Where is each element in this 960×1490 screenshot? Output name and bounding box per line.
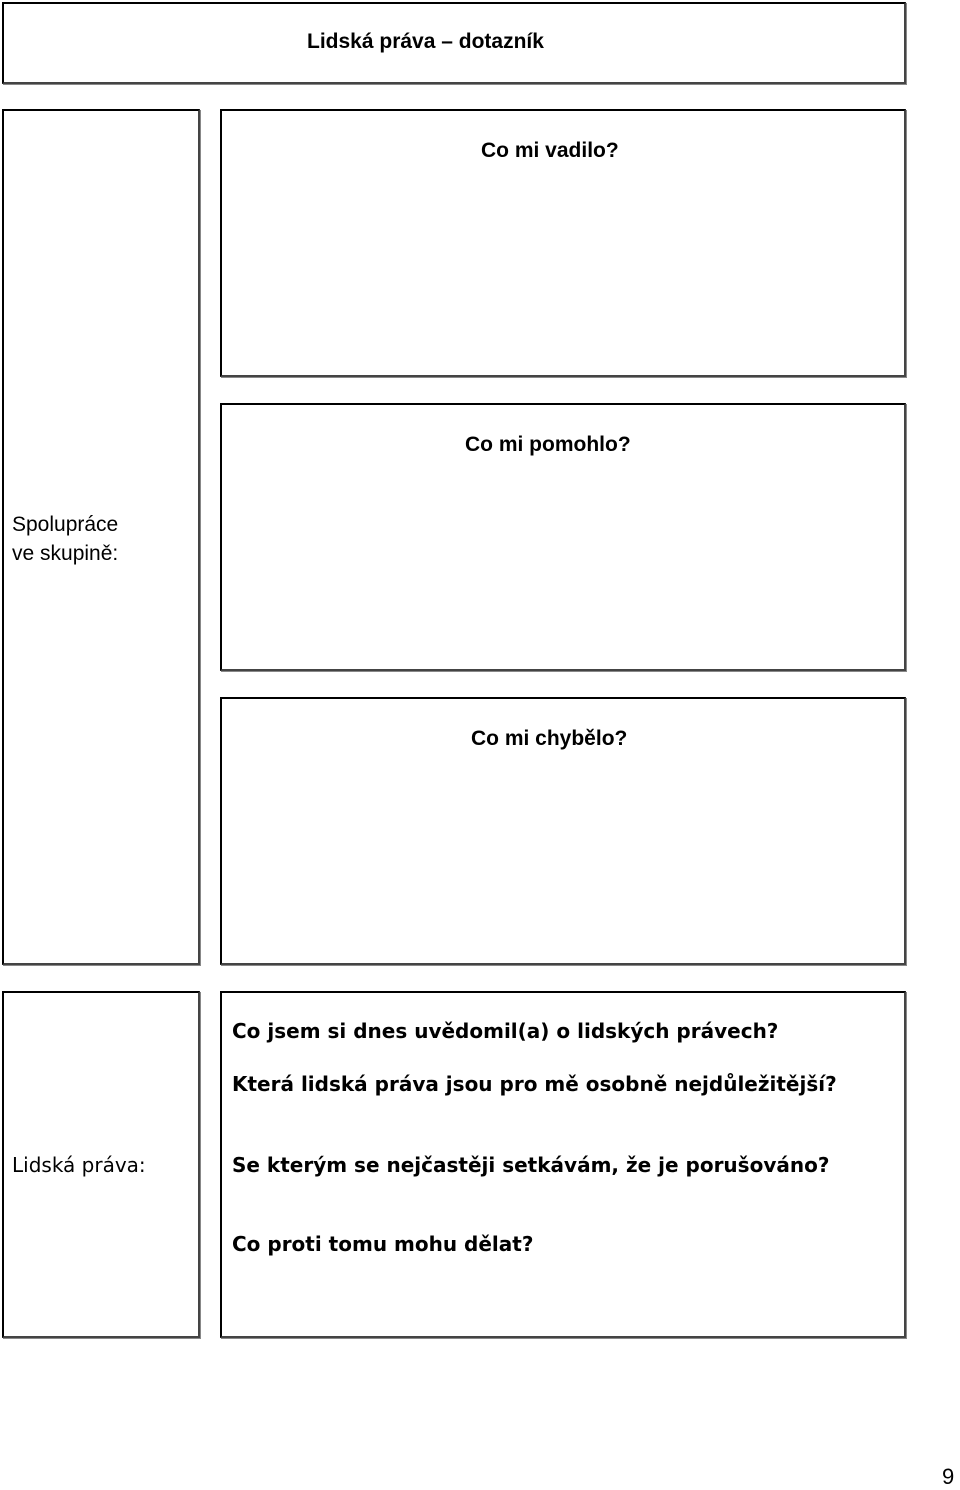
- group-label-line2: ve skupině:: [12, 542, 119, 565]
- question-nejdulezitejsi: Která lidská práva jsou pro mě osobně nejdůležitější?: [232, 1072, 837, 1096]
- question-co-delat: Co proti tomu mohu dělat?: [232, 1232, 534, 1256]
- page-number: 9: [942, 1464, 955, 1489]
- question-poruseno: Se kterým se nejčastěji setkávám, že je porušováno?: [232, 1153, 830, 1177]
- group-label-line1: Spolupráce: [12, 513, 119, 536]
- rights-label: Lidská práva:: [12, 1153, 146, 1177]
- question-vadilo: Co mi vadilo?: [481, 139, 619, 162]
- question-chybelo: Co mi chybělo?: [471, 727, 628, 750]
- question-pomohlo: Co mi pomohlo?: [465, 433, 631, 456]
- question-uvedomil: Co jsem si dnes uvědomil(a) o lidských právech?: [232, 1019, 779, 1043]
- page-title: Lidská práva – dotazník: [307, 30, 544, 53]
